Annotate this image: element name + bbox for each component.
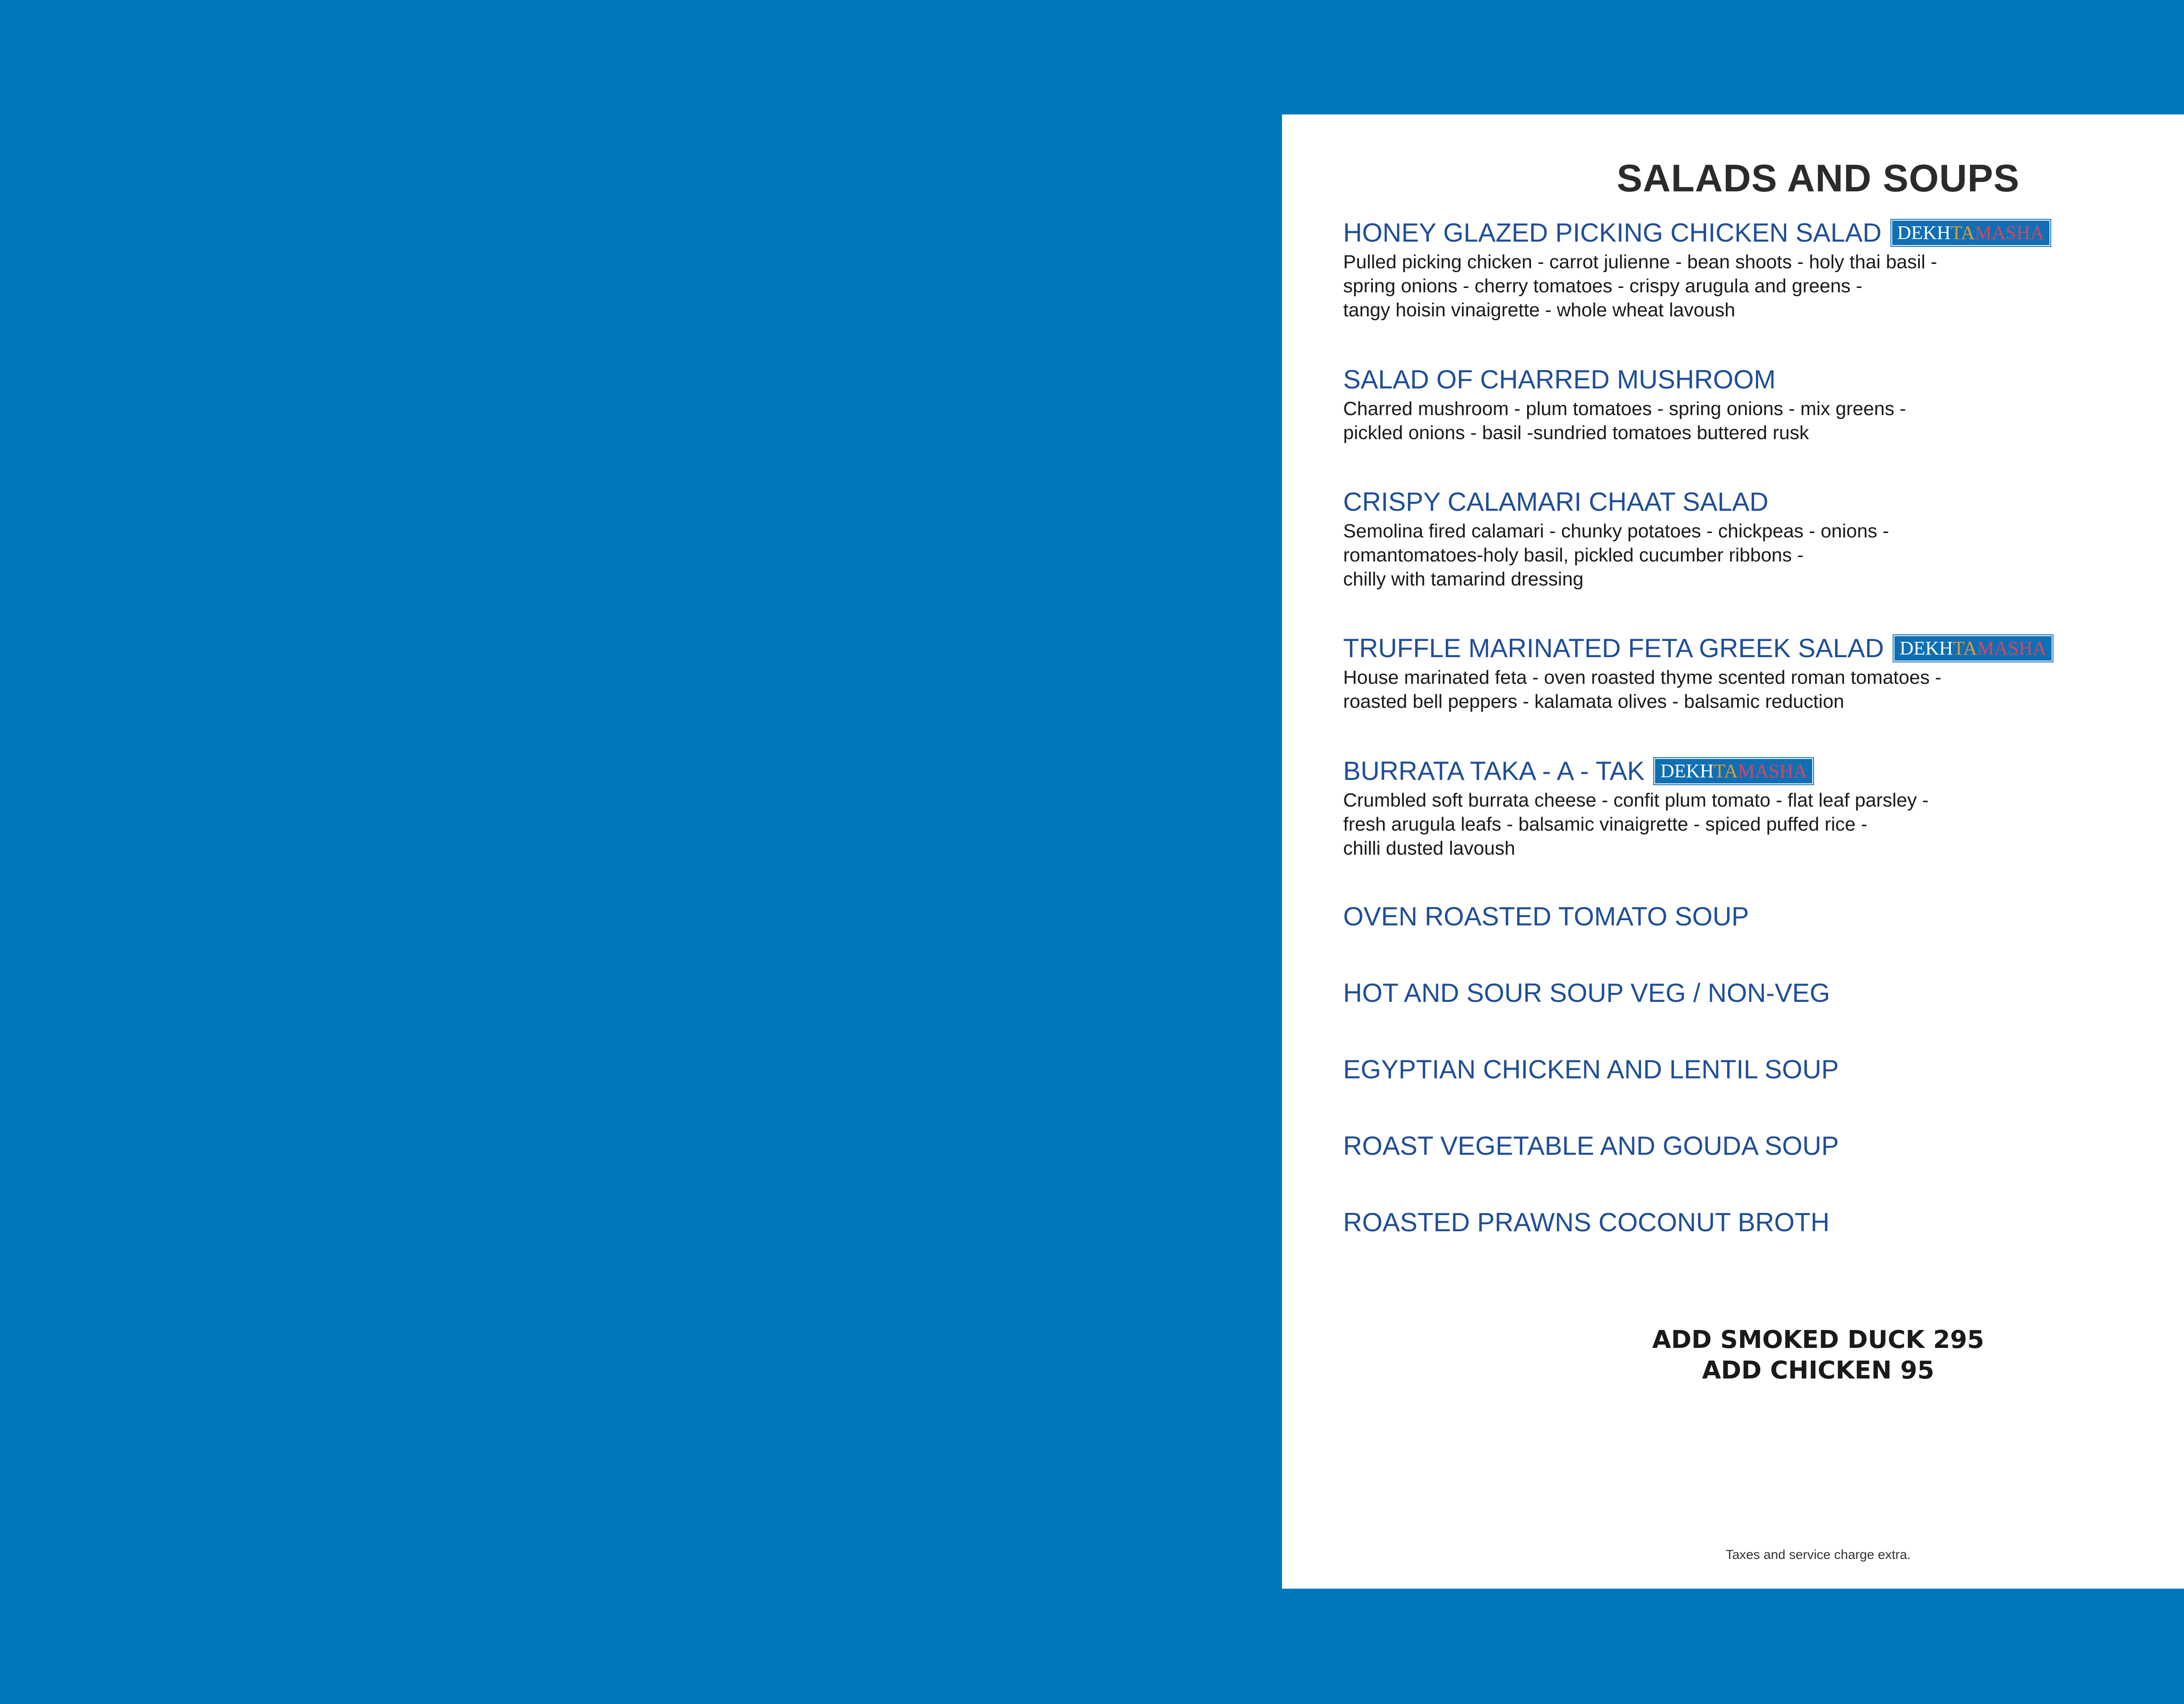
item-description: Pulled picking chicken - carrot julienne - bean shoots - holy thai basil - spring onions - cherry tomatoes - crispy arugula and greens - tangy hoisin vinaigrette - whole wheat lavoush: [1343, 251, 1937, 321]
menu-item: [1343, 1205, 2184, 1240]
addon-line: ADD CHICKEN 95: [1702, 1356, 1935, 1385]
item-name: OVEN ROASTED TOMATO SOUP: [1343, 902, 1749, 931]
menu-item: [1343, 976, 2184, 1010]
menu-item: [1343, 485, 2184, 591]
item-description: House marinated feta - oven roasted thyme scented roman tomatoes - roasted bell peppers - kalamata olives - balsamic reduction: [1343, 667, 1942, 712]
item-name: BURRATA TAKA - A - TAK: [1343, 756, 1645, 786]
item-description: Charred mushroom - plum tomatoes - spring onions - mix greens - pickled onions - basil -sundried tomatoes buttered rusk: [1343, 398, 1906, 443]
menu-item: [1343, 1053, 2184, 1087]
menu-title: SALADS AND SOUPS: [1617, 156, 2020, 200]
item-name: ROASTED PRAWNS COCONUT BROTH: [1343, 1208, 1830, 1237]
menu-item: [1343, 216, 2184, 322]
item-name-row: [1343, 754, 1813, 788]
menu-item: [1343, 900, 2184, 934]
item-name-row: [1343, 216, 2050, 250]
menu-item: [1343, 363, 2184, 445]
footer-note: Taxes and service charge extra.: [1725, 1548, 1911, 1562]
item-description: Semolina fired calamari - chunky potatoes - chickpeas - onions - romantomatoes-holy basil, pickled cucumber ribbons - chilly with tamarind dressing: [1343, 520, 1889, 590]
dekh-tamasha-badge: DEKHTAMASHA: [1894, 635, 2053, 662]
item-name: HOT AND SOUR SOUP VEG / NON-VEG: [1343, 978, 1830, 1008]
item-name: SALAD OF CHARRED MUSHROOM: [1343, 365, 1776, 394]
item-name: TRUFFLE MARINATED FETA GREEK SALAD: [1343, 634, 1884, 663]
item-description: Crumbled soft burrata cheese - confit plum tomato - flat leaf parsley - fresh arugula leafs - balsamic vinaigrette - spiced puffed rice - chilli dusted lavoush: [1343, 790, 1929, 859]
dekh-tamasha-badge: DEKHTAMASHA: [1891, 220, 2050, 246]
item-name: CRISPY CALAMARI CHAAT SALAD: [1343, 487, 1769, 516]
menu-page: [1282, 114, 2184, 1589]
item-name: EGYPTIAN CHICKEN AND LENTIL SOUP: [1343, 1055, 1839, 1084]
item-name-row: [1343, 631, 2053, 665]
menu-item: [1343, 1129, 2184, 1163]
menu-item: [1343, 754, 2184, 860]
addons: [1282, 1325, 2184, 1386]
item-name: HONEY GLAZED PICKING CHICKEN SALAD: [1343, 218, 1882, 247]
addon-line: ADD SMOKED DUCK 295: [1652, 1326, 1984, 1354]
dekh-tamasha-badge: DEKHTAMASHA: [1654, 758, 1813, 784]
item-name: ROAST VEGETABLE AND GOUDA SOUP: [1343, 1131, 1839, 1160]
menu-item: [1343, 631, 2184, 713]
